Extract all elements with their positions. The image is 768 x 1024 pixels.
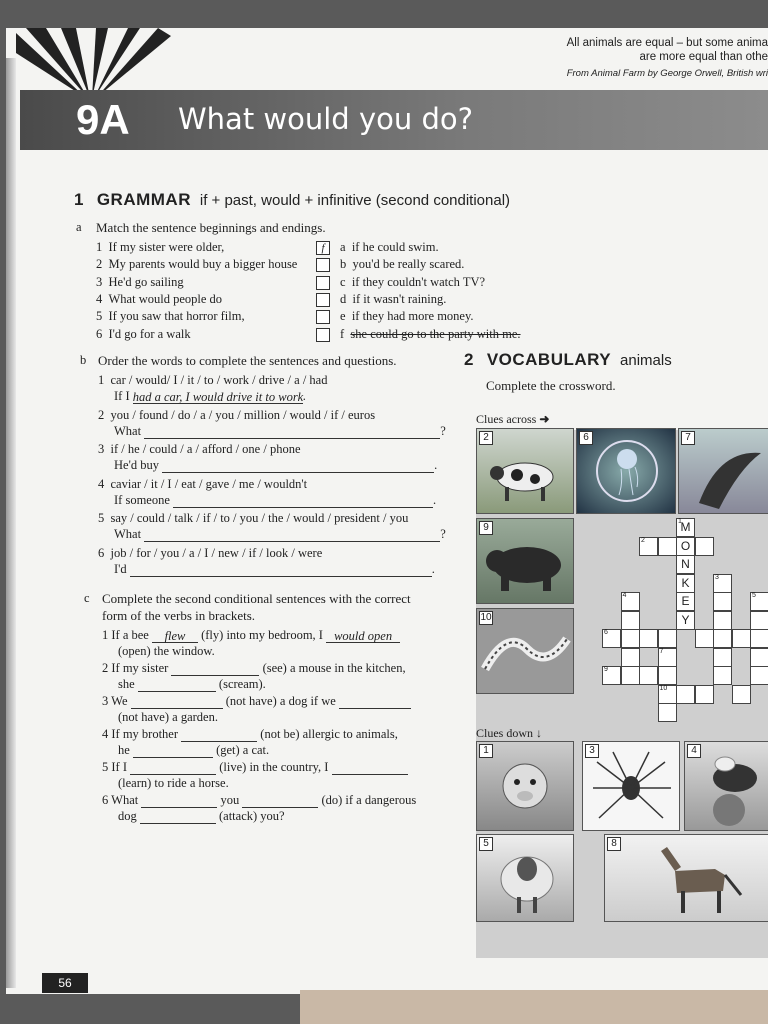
exercise-a-instruction: Match the sentence beginnings and endings. — [96, 220, 326, 235]
c4-he: he — [118, 743, 130, 757]
textbook-page — [6, 28, 768, 994]
crossword-cell[interactable] — [676, 555, 695, 574]
crossword-cell[interactable] — [658, 666, 677, 685]
c-line-2 — [102, 661, 406, 676]
c3-blank-2[interactable] — [339, 695, 411, 709]
c-line-4b — [118, 743, 269, 758]
crossword-cell[interactable] — [750, 648, 768, 667]
arrow-down-icon: ↓ — [536, 726, 542, 740]
clues-down-text: Clues down — [476, 726, 533, 740]
c4-start: 4 If my brother — [102, 727, 179, 741]
sentence-start: What — [114, 527, 142, 541]
pic-number: 7 — [681, 431, 695, 445]
sentence-end: . — [434, 458, 438, 472]
clue-number: 7 — [659, 647, 664, 655]
c3-middle: (not have) a dog if we — [225, 694, 336, 708]
clue-number: 2 — [641, 536, 645, 544]
ending-letter: b — [340, 257, 347, 272]
ordering-answer-line — [114, 562, 435, 577]
item-number: 4 — [98, 476, 105, 491]
c-line-3b: (not have) a garden. — [118, 710, 218, 724]
c2-start: 2 If my sister — [102, 661, 169, 675]
vocabulary-heading — [464, 350, 672, 370]
jellyfish-picture — [576, 428, 676, 514]
ordering-words — [98, 442, 301, 457]
answer-blank[interactable] — [173, 494, 433, 508]
crossword-cell[interactable] — [621, 611, 640, 630]
pic-number: 2 — [479, 431, 493, 445]
c-line-6b — [118, 809, 285, 824]
c1-start: 1 If a bee — [102, 628, 149, 642]
ordering-words — [98, 477, 307, 492]
crossword-cell[interactable] — [676, 537, 695, 556]
sentence-end: . — [431, 561, 435, 576]
ordering-answer-line — [114, 458, 437, 473]
beginning-item — [96, 327, 191, 342]
clue-number: 10 — [659, 684, 668, 692]
section-number: 1 — [74, 190, 84, 209]
word-list: caviar / it / I / eat / gave / me / wouldn't — [110, 476, 308, 491]
section-title: GRAMMAR — [96, 190, 191, 209]
item-number: 5 — [96, 309, 103, 324]
ending-text: she could go to the party with me. — [350, 326, 521, 341]
word-list: if / he / could / a / afford / one / phone — [110, 442, 301, 456]
crossword-letter: E — [681, 594, 690, 608]
answer-blank[interactable] — [144, 528, 440, 542]
ending-letter: a — [340, 240, 346, 254]
beginning-item — [96, 240, 224, 255]
item-text: What would people do — [108, 291, 223, 306]
crossword-cell[interactable] — [713, 629, 732, 648]
ordering-answer-line — [114, 389, 306, 404]
pic-number: 9 — [479, 521, 493, 535]
crossword-cell[interactable] — [695, 629, 714, 648]
sentence-end: . — [302, 389, 306, 403]
crossword-cell[interactable] — [621, 629, 640, 648]
pic-number: 4 — [687, 744, 701, 758]
clue-number: 5 — [752, 592, 756, 599]
crossword-cell[interactable] — [713, 666, 732, 685]
monkey-picture — [476, 741, 574, 831]
page-title: What would you do? — [178, 102, 473, 136]
section-subtitle: if + past, would + infinitive (second conditional) — [199, 192, 511, 209]
c-line-6 — [102, 793, 416, 808]
crossword-cell[interactable] — [713, 574, 732, 593]
c2-end: (scream). — [218, 677, 266, 691]
clue-number: 9 — [604, 666, 608, 673]
answer-blank[interactable] — [144, 425, 440, 439]
c4-blank-2[interactable] — [133, 744, 213, 758]
sentence-start: If I — [114, 389, 130, 403]
sentence-start: If someone — [114, 492, 170, 507]
c6-dog: dog — [118, 809, 137, 823]
exercise-b-instruction: Order the words to complete the sentences and questions. — [98, 353, 397, 368]
item-text: He'd go sailing — [108, 274, 184, 289]
exercise-c-letter: c — [84, 591, 90, 605]
c5-blank-1[interactable] — [130, 761, 216, 775]
quote-line-2: are more equal than othe — [639, 51, 768, 63]
item-number: 1 — [98, 373, 105, 387]
arrow-right-icon: ➜ — [539, 412, 550, 426]
item-number: 4 — [96, 291, 103, 306]
beginning-item — [96, 275, 184, 290]
answer-box[interactable] — [316, 276, 330, 290]
ending-item — [340, 327, 521, 342]
whale-picture — [678, 428, 768, 514]
c-line-3 — [102, 694, 411, 709]
answer-box[interactable] — [316, 310, 330, 324]
item-number: 1 — [96, 240, 103, 254]
answer-blank[interactable] — [130, 563, 432, 577]
item-number: 3 — [96, 274, 103, 289]
item-number: 5 — [98, 511, 105, 525]
ordering-answer-line — [114, 527, 446, 542]
crossword-cell[interactable] — [658, 629, 677, 648]
crossword-cell[interactable] — [676, 611, 695, 630]
c6-blank-3[interactable] — [140, 810, 216, 824]
item-number: 6 — [98, 545, 105, 560]
clue-number: 4 — [622, 592, 627, 599]
c2-blank-2[interactable] — [138, 678, 216, 692]
ending-item — [340, 257, 464, 272]
exercise-c-instruction-1: Complete the second conditional sentences with the correct — [102, 591, 411, 606]
item-text: I'd go for a walk — [108, 326, 191, 341]
crossword-cell[interactable] — [750, 666, 768, 685]
crossword-cell[interactable] — [695, 685, 714, 704]
exercise-b-letter: b — [80, 353, 87, 367]
clue-number: 6 — [604, 629, 608, 636]
crossword-cell[interactable] — [639, 666, 658, 685]
ending-text: if it wasn't raining. — [352, 291, 447, 306]
bear-picture — [476, 518, 574, 604]
crossword-cell[interactable] — [732, 685, 751, 704]
spider-picture — [582, 741, 680, 831]
crossword-cell[interactable] — [713, 648, 732, 667]
c5-middle: (live) in the country, I — [219, 760, 329, 774]
crossword-cell[interactable] — [658, 648, 677, 667]
pic-number: 1 — [479, 744, 493, 758]
crossword-cell[interactable] — [676, 685, 695, 704]
sentence-start: What — [114, 423, 142, 438]
c-line-5 — [102, 760, 408, 775]
clue-number: 3 — [715, 573, 719, 581]
ending-item — [340, 275, 485, 290]
ordering-words — [98, 373, 327, 388]
crossword-cell[interactable] — [658, 685, 677, 704]
c2-blank-1[interactable] — [171, 662, 259, 676]
horse-picture — [604, 834, 768, 922]
vocab-title: VOCABULARY — [486, 350, 612, 369]
crossword-cell[interactable] — [750, 629, 768, 648]
crossword-cell[interactable] — [676, 574, 695, 593]
sentence-end: ? — [440, 527, 446, 541]
clues-across-label — [476, 412, 549, 427]
item-number: 3 — [98, 442, 105, 456]
crossword-cell[interactable] — [621, 592, 640, 611]
ordering-words — [98, 511, 408, 526]
pic-number: 3 — [585, 744, 599, 758]
pic-number: 8 — [607, 837, 621, 851]
ending-item — [340, 309, 474, 324]
ending-letter: c — [340, 274, 346, 289]
beginning-item — [96, 257, 297, 272]
c1-blank-1[interactable]: flew — [152, 629, 198, 643]
sentence-end: . — [433, 492, 437, 507]
c6-end: (attack) you? — [219, 809, 285, 823]
beginning-item — [96, 309, 245, 324]
snake-picture — [476, 608, 574, 694]
c-line-1 — [102, 628, 400, 643]
c3-blank-1[interactable] — [131, 695, 223, 709]
item-text: My parents would buy a bigger house — [108, 257, 298, 272]
exercise-a-letter: a — [76, 220, 82, 234]
c1-middle: (fly) into my bedroom, I — [201, 628, 323, 642]
item-number: 2 — [96, 257, 103, 272]
word-list: you / found / do / a / you / million / would / if / euros — [110, 407, 376, 422]
pic-number: 5 — [479, 837, 493, 851]
c4-end: (get) a cat. — [216, 743, 270, 757]
item-number: 2 — [98, 407, 105, 422]
sentence-start: I'd — [114, 561, 127, 576]
item-number: 6 — [96, 326, 103, 341]
word-list: job / for / you / a / I / new / if / look / were — [110, 545, 323, 560]
crossword-cell[interactable] — [676, 518, 695, 537]
answer-box[interactable] — [316, 328, 330, 342]
ordering-answer-line — [114, 424, 446, 439]
vocab-instruction: Complete the crossword. — [486, 378, 616, 393]
hand-shadow — [300, 990, 768, 1024]
bee-picture — [684, 741, 768, 831]
exercise-c-instruction-2: form of the verbs in brackets. — [102, 608, 256, 623]
sentence-start: He'd buy — [114, 458, 159, 472]
c2-middle: (see) a mouse in the kitchen, — [262, 661, 406, 675]
ending-text: if they had more money. — [351, 309, 474, 324]
answer-box[interactable] — [316, 258, 330, 272]
item-text: If my sister were older, — [108, 240, 225, 254]
c-line-1b: (open) the window. — [118, 644, 215, 658]
c-line-5b: (learn) to ride a horse. — [118, 776, 229, 790]
c1-blank-2[interactable]: would open — [326, 629, 400, 643]
ending-item — [340, 292, 446, 307]
clues-down-label — [476, 726, 542, 741]
c4-blank-1[interactable] — [181, 728, 257, 742]
crossword-cell[interactable] — [713, 611, 732, 630]
pic-number: 6 — [579, 431, 593, 445]
ending-letter: d — [340, 291, 347, 306]
grammar-heading — [74, 190, 510, 210]
c4-middle: (not be) allergic to animals, — [260, 727, 398, 741]
c6-blank-2[interactable] — [242, 794, 318, 808]
word-list: say / could / talk / if / to / you / the / would / president / you — [110, 511, 409, 525]
c5-blank-2[interactable] — [332, 761, 408, 775]
crossword-cell[interactable] — [639, 537, 658, 556]
crossword-letter: N — [681, 557, 690, 571]
crossword-cell[interactable] — [602, 666, 621, 685]
answer-blank[interactable]: had a car, I would drive it to work — [132, 390, 304, 404]
ending-text: if he could swim. — [351, 240, 439, 254]
item-text: If you saw that horror film, — [108, 309, 245, 324]
sheep-picture — [476, 834, 574, 922]
page-number: 56 — [42, 973, 88, 993]
clues-across-text: Clues across — [476, 412, 537, 426]
cow-picture — [476, 428, 574, 514]
answer-blank[interactable] — [162, 459, 434, 473]
page-binding — [6, 58, 16, 988]
ending-letter: e — [340, 309, 346, 324]
crossword-cell[interactable] — [750, 592, 768, 611]
ending-text: you'd be really scared. — [352, 257, 465, 272]
crossword-letter: K — [681, 575, 690, 590]
unit-number: 9A — [76, 96, 130, 143]
word-list: car / would/ I / it / to / work / drive / a / had — [110, 373, 328, 387]
crossword-cell[interactable] — [695, 537, 714, 556]
crossword-letter: O — [680, 538, 691, 553]
ordering-words — [98, 546, 322, 561]
crossword-cell[interactable] — [621, 648, 640, 667]
crossword-cell[interactable] — [713, 592, 732, 611]
crossword-letter: Y — [681, 612, 690, 627]
ending-text: if they couldn't watch TV? — [351, 274, 486, 289]
crossword-letter: M — [680, 520, 691, 534]
crossword-cell[interactable] — [639, 629, 658, 648]
pic-number: 10 — [480, 612, 492, 623]
c-line-2b — [118, 677, 266, 692]
crossword-cell[interactable] — [750, 611, 768, 630]
answer-box[interactable] — [316, 293, 330, 307]
crossword-cell[interactable] — [676, 592, 695, 611]
quote-line-1: All animals are equal – but some anima — [566, 37, 768, 49]
crossword-cell[interactable] — [658, 537, 677, 556]
c6-you: you — [220, 793, 240, 807]
ending-item — [340, 240, 439, 255]
sentence-end: ? — [440, 423, 446, 438]
crossword-cell[interactable] — [732, 629, 751, 648]
c6-blank-1[interactable] — [141, 794, 217, 808]
epigraph — [468, 36, 768, 81]
ordering-answer-line — [114, 493, 436, 508]
quote-source: From Animal Farm by George Orwell, British wri — [566, 68, 768, 79]
vocab-number: 2 — [464, 350, 474, 369]
crossword-cell[interactable] — [621, 666, 640, 685]
c6-start: 6 What — [102, 793, 139, 807]
clue-number: 1 — [678, 518, 682, 525]
beginning-item — [96, 292, 222, 307]
c3-start: 3 We — [102, 694, 128, 708]
crossword-cell[interactable] — [658, 703, 677, 722]
c-line-4 — [102, 727, 398, 742]
vocab-subtitle: animals — [620, 352, 672, 369]
sunburst-decoration — [16, 28, 176, 98]
ordering-words — [98, 408, 375, 423]
ending-letter: f — [340, 326, 345, 341]
c6-middle: (do) if a dangerous — [321, 793, 417, 807]
c5-start: 5 If I — [102, 760, 127, 774]
answer-box[interactable]: f — [316, 241, 330, 255]
crossword-cell[interactable] — [602, 629, 621, 648]
c2-she: she — [118, 677, 135, 691]
